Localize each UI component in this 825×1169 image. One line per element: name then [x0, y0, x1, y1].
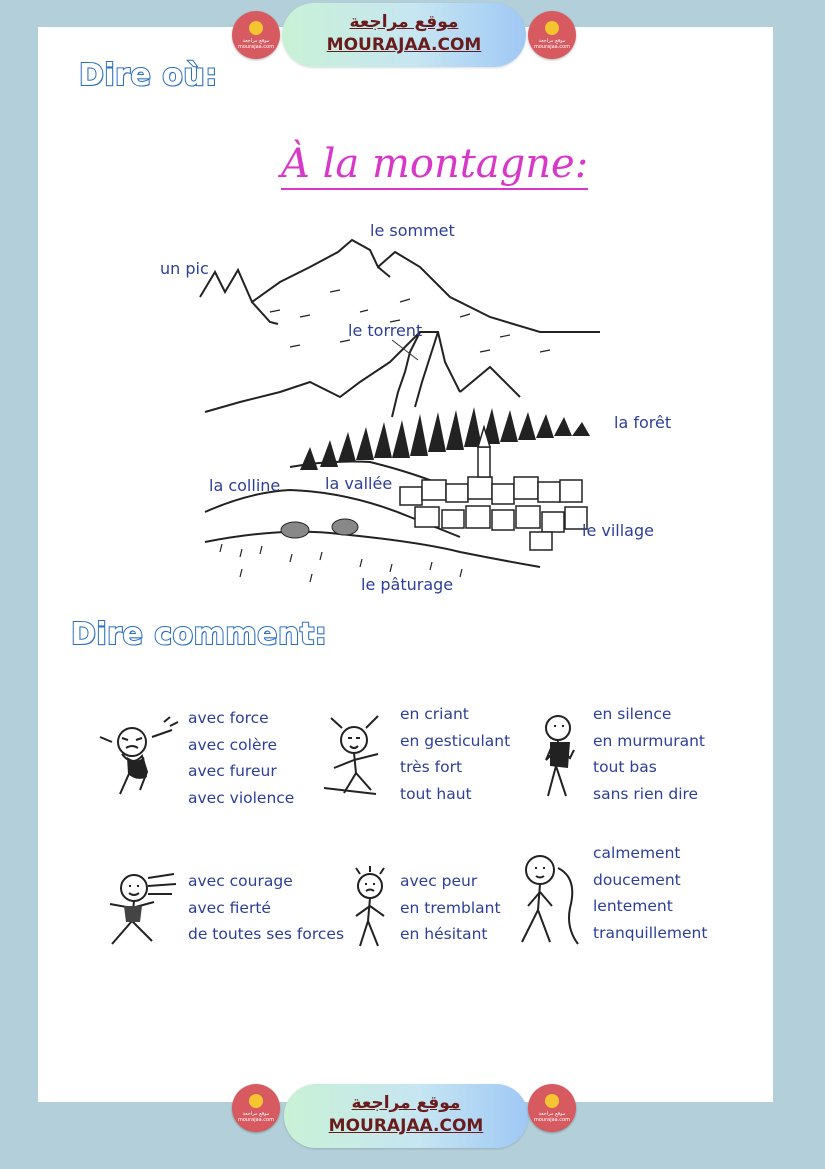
- list-item: en silence: [593, 705, 672, 723]
- heading-a-la-montagne: À la montagne:: [281, 142, 588, 190]
- label-le-torrent: le torrent: [348, 321, 423, 340]
- label-le-village: le village: [582, 521, 654, 540]
- label-la-vallee: la vallée: [325, 474, 393, 493]
- list-item: très fort: [400, 758, 463, 776]
- list-item: en tremblant: [400, 898, 501, 917]
- list-item: en hésitant: [400, 925, 488, 943]
- list-item: en gesticulant: [400, 731, 511, 750]
- group-loud: [400, 701, 510, 807]
- list-item: avec peur: [400, 872, 478, 890]
- list-item: avec courage: [188, 872, 293, 890]
- label-la-foret: la forêt: [614, 413, 672, 432]
- list-item: avec colère: [188, 735, 278, 754]
- label-le-sommet: le sommet: [370, 221, 455, 240]
- angry-figure-icon: [92, 712, 182, 802]
- site-banner-top[interactable]: [282, 3, 526, 67]
- list-item: sans rien dire: [593, 784, 699, 803]
- group-courage: [188, 868, 344, 948]
- heading-dire-ou: Dire où:: [79, 58, 218, 93]
- banner-arabic-title: موقع مراجعة: [351, 1093, 461, 1113]
- site-banner-bottom[interactable]: [284, 1084, 528, 1148]
- logo-badge-left-bottom: موقع مراجعة mourajaa.com: [232, 1084, 280, 1132]
- group-calm: [593, 840, 707, 946]
- banner-site-link[interactable]: MOURAJAA.COM: [328, 1116, 484, 1136]
- banner-arabic-title: موقع مراجعة: [349, 12, 459, 32]
- scared-figure-icon: [342, 866, 400, 950]
- list-item: avec fierté: [188, 898, 271, 917]
- logo-badge-right-top: موقع مراجعة mourajaa.com: [528, 11, 576, 59]
- list-item: en murmurant: [593, 731, 706, 750]
- group-silent: [593, 701, 705, 807]
- list-item: tout bas: [593, 758, 657, 776]
- mountain-illustration: [160, 222, 660, 602]
- list-item: doucement: [593, 870, 681, 889]
- calm-figure-icon: [508, 848, 588, 948]
- logo-badge-right-bottom: موقع مراجعة mourajaa.com: [528, 1084, 576, 1132]
- list-item: lentement: [593, 897, 673, 915]
- label-la-colline: la colline: [209, 476, 281, 495]
- list-item: avec fureur: [188, 762, 277, 780]
- list-item: en criant: [400, 705, 469, 723]
- list-item: avec violence: [188, 788, 295, 807]
- list-item: calmement: [593, 844, 681, 862]
- logo-badge-left-top: موقع مراجعة mourajaa.com: [232, 11, 280, 59]
- label-le-paturage: le pâturage: [361, 575, 454, 594]
- group-force: [188, 705, 294, 811]
- list-item: avec force: [188, 709, 269, 727]
- quiet-figure-icon: [530, 706, 590, 804]
- list-item: tout haut: [400, 784, 472, 803]
- brave-figure-icon: [82, 866, 182, 950]
- banner-site-link[interactable]: MOURAJAA.COM: [326, 35, 482, 55]
- list-item: tranquillement: [593, 923, 708, 942]
- shouting-figure-icon: [316, 708, 396, 800]
- group-fear: [400, 868, 501, 948]
- heading-dire-comment: Dire comment:: [71, 617, 328, 652]
- list-item: de toutes ses forces: [188, 925, 345, 943]
- label-un-pic: un pic: [160, 259, 209, 278]
